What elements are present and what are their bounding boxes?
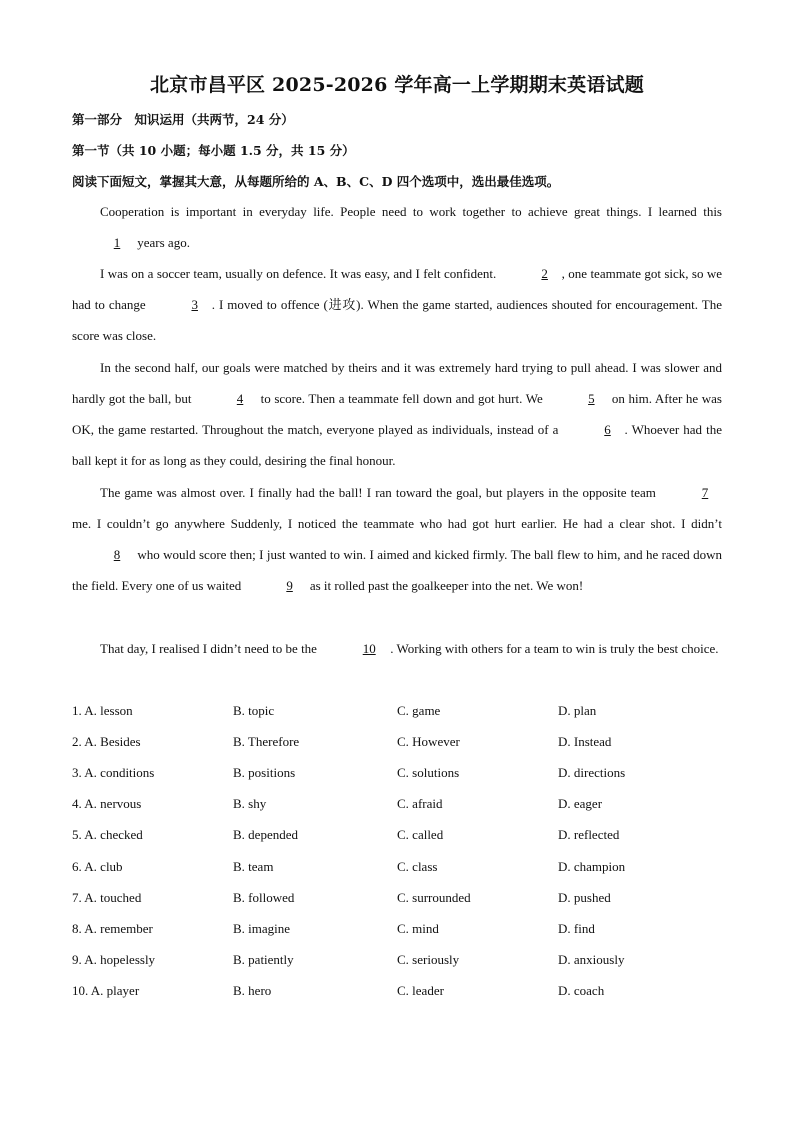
option-b[interactable]: B. depended [233,827,298,842]
blank-9: 9 [286,578,293,594]
option-row-5 [72,827,722,847]
option-d[interactable]: D. pushed [558,890,611,905]
blank-3: 3 [191,297,198,313]
option-d[interactable]: D. find [558,921,595,936]
option-a[interactable]: 9. A. hopelessly [72,952,156,967]
option-row-8 [72,921,722,941]
option-c[interactable]: C. solutions [397,765,460,780]
option-a[interactable]: 3. A. conditions [72,765,155,780]
passage-text: . I moved to offence (进攻). When the game started, audiences shouted for encouragement. The score was close. [72,297,722,344]
passage-paragraph-5 [72,633,722,664]
option-a[interactable]: 2. A. Besides [72,734,141,749]
passage-text: In the second half, our goals were matched by theirs and it was extremely hard trying to pull ahead. I was slower and hardly got the ball, but [72,360,722,407]
option-b[interactable]: B. hero [233,983,272,998]
option-d[interactable]: D. Instead [558,734,612,749]
option-c[interactable]: C. However [397,734,460,749]
option-a[interactable]: 7. A. touched [72,890,142,905]
passage-text: . Whoever had the ball kept it for as long as they could, desiring the final honour. [72,422,723,469]
blank-1: 1 [113,235,121,251]
passage-text: I was on a soccer team, usually on defence. It was easy, and I felt confident. [100,266,500,281]
option-d[interactable]: D. reflected [558,827,620,842]
option-d[interactable]: D. eager [558,796,603,811]
blank-10: 10 [362,641,376,656]
option-c[interactable]: C. called [397,827,444,842]
option-b[interactable]: B. Therefore [233,734,300,749]
passage-text: who would score then; I just wanted to win. I aimed and kicked firmly. The ball flew to him, and he raced down the field. Every one of us waited [72,547,722,594]
option-row-6 [72,859,722,879]
option-c[interactable]: C. seriously [397,952,460,967]
passage-text: years ago. [134,235,190,251]
option-b[interactable]: B. shy [233,796,267,811]
option-d[interactable]: D. directions [558,765,626,780]
blank-4: 4 [236,391,244,407]
passage-paragraph-4 [72,477,722,601]
passage-text: to score. Then a teammate fell down and got hurt. We [257,391,547,407]
passage-text: on him. After he was OK, the game restarted. Throughout the match, everyone played as individuals, instead of a [72,391,722,438]
option-row-2 [72,734,722,754]
option-d[interactable]: D. champion [558,859,626,874]
option-b[interactable]: B. team [233,859,274,874]
passage-text: . Working with others for a team to win is truly the best choice. [390,641,719,656]
option-d[interactable]: D. coach [558,983,605,998]
passage-paragraph-3 [72,352,722,476]
instruction-text: 阅读下面短文，掌握其大意，从每题所给的 A、B、C、D 四个选项中，选出最佳选项。 [72,174,560,189]
blank-5: 5 [588,391,595,407]
blank-8: 8 [113,547,121,563]
passage-text: as it rolled past the goalkeeper into the net. We won! [306,578,584,594]
option-row-7 [72,890,722,910]
option-c[interactable]: C. leader [397,983,444,998]
option-c[interactable]: C. surrounded [397,890,471,905]
option-b[interactable]: B. positions [233,765,296,780]
passage-paragraph-2 [72,258,722,351]
blank-7: 7 [701,485,709,500]
option-a[interactable]: 5. A. checked [72,827,143,842]
option-c[interactable]: C. afraid [397,796,443,811]
option-row-1 [72,703,722,723]
option-row-4 [72,796,722,816]
option-c[interactable]: C. mind [397,921,439,936]
option-a[interactable]: 4. A. nervous [72,796,142,811]
section-heading: 第一节（共 10 小题；每小题 1.5 分，共 15 分） [72,143,355,158]
option-b[interactable]: B. imagine [233,921,291,936]
option-b[interactable]: B. topic [233,703,275,718]
option-b[interactable]: B. followed [233,890,295,905]
part-heading: 第一部分 知识运用（共两节，24 分） [72,112,294,127]
option-d[interactable]: D. plan [558,703,597,718]
option-b[interactable]: B. patiently [233,952,294,967]
passage-text: The game was almost over. I finally had the ball! I ran toward the goal, but players in the opposite team [100,485,660,500]
passage-text: , one teammate got sick, so we had to change [72,266,722,313]
passage-paragraph-1 [72,196,722,258]
blank-6: 6 [604,422,611,438]
option-d[interactable]: D. anxiously [558,952,625,967]
option-a[interactable]: 8. A. remember [72,921,153,936]
option-c[interactable]: C. class [397,859,438,874]
option-a[interactable]: 10. A. player [72,983,140,998]
passage-text: me. I couldn’t go anywhere Suddenly, I noticed the teammate who had got hurt earlier. He had a clear shot. I didn’t [72,516,722,532]
blank-2: 2 [541,266,548,281]
passage-text: That day, I realised I didn’t need to be the [100,641,321,656]
option-a[interactable]: 1. A. lesson [72,703,133,718]
option-row-3 [72,765,722,785]
option-a[interactable]: 6. A. club [72,859,123,874]
passage-text: Cooperation is important in everyday life. People need to work together to achieve great things. I learned this [100,204,722,219]
page-title: 北京市昌平区 2025-2026 学年高一上学期期末英语试题 [150,74,644,96]
option-c[interactable]: C. game [397,703,441,718]
option-row-9 [72,952,722,972]
option-row-10 [72,983,722,1003]
